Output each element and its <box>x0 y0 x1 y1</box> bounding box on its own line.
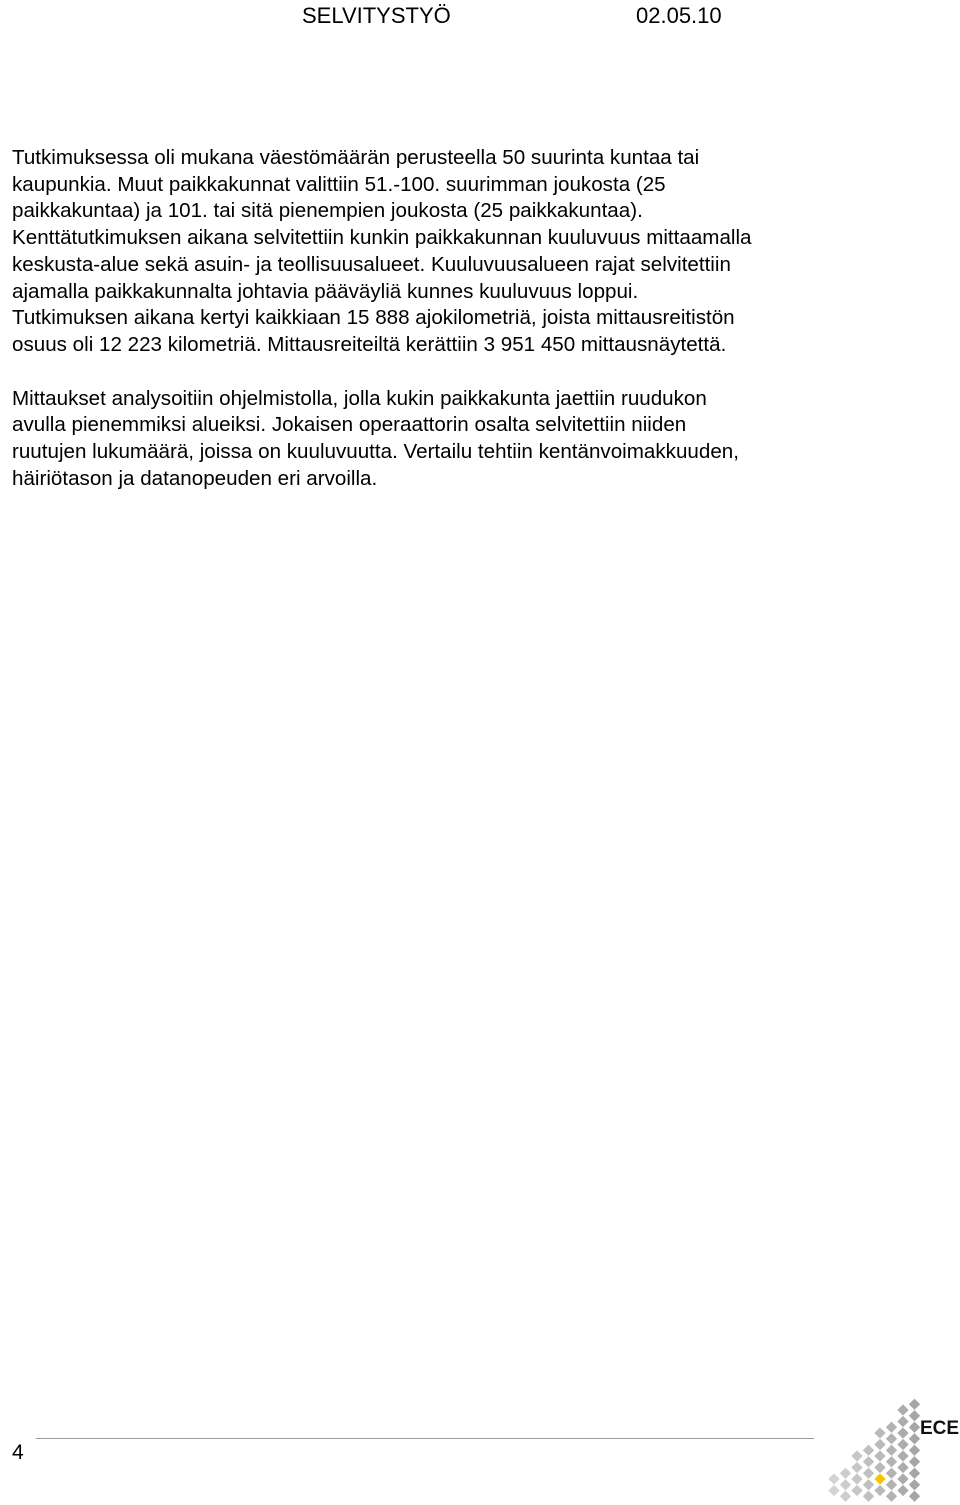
logo-square <box>897 1416 908 1427</box>
logo-square <box>874 1450 885 1461</box>
text-line: kaupunkia. Muut paikkakunnat valittiin 51.-100. suurimman joukosta (25 <box>12 172 666 196</box>
logo-accent-square <box>874 1473 885 1484</box>
text-line: avulla pienemmiksi alueiksi. Jokaisen operaattorin osalta selvitettiin niiden <box>12 413 687 437</box>
text-line: Mittaukset analysoitiin ohjelmistolla, jolla kukin paikkakunta jaettiin ruudukon <box>12 386 707 410</box>
logo-square <box>897 1473 908 1484</box>
logo-square <box>863 1468 874 1479</box>
logo-square <box>909 1410 920 1421</box>
document-date: 02.05.10 <box>636 3 722 28</box>
logo-square <box>840 1491 851 1502</box>
text-line: häiriötason ja datanopeuden eri arvoilla. <box>12 466 378 490</box>
logo-square <box>897 1404 908 1415</box>
logo-square <box>886 1445 897 1456</box>
logo-square <box>886 1479 897 1490</box>
logo-square <box>863 1479 874 1490</box>
logo-square <box>886 1491 897 1502</box>
text-line: ajamalla paikkakunnalta johtavia pääväyliä kunnes kuuluvuus loppui. <box>12 279 639 303</box>
footer-divider <box>36 1438 814 1439</box>
logo-square <box>886 1468 897 1479</box>
ece-logo <box>826 1374 960 1505</box>
text-line: osuus oli 12 223 kilometriä. Mittausreiteiltä kerättiin 3 951 450 mittausnäytettä. <box>12 332 727 356</box>
document-title: SELVITYSTYÖ <box>302 3 451 28</box>
logo-square <box>909 1468 920 1479</box>
logo-square <box>840 1479 851 1490</box>
logo-square <box>874 1485 885 1496</box>
logo-square <box>909 1399 920 1410</box>
logo-square <box>909 1422 920 1433</box>
text-line: paikkakuntaa) ja 101. tai sitä pienempien joukosta (25 paikkakuntaa). <box>12 199 643 223</box>
logo-square <box>863 1491 874 1502</box>
logo-square <box>851 1485 862 1496</box>
logo-square <box>897 1427 908 1438</box>
paragraph <box>12 145 912 359</box>
logo-square <box>897 1450 908 1461</box>
logo-square <box>851 1462 862 1473</box>
paragraph <box>12 386 912 493</box>
logo-square <box>874 1427 885 1438</box>
logo-square <box>874 1439 885 1450</box>
page-number: 4 <box>12 1441 24 1464</box>
body-text <box>12 145 912 492</box>
logo-square-grid <box>828 1399 920 1502</box>
logo-square <box>909 1491 920 1502</box>
text-line: Kenttätutkimuksen aikana selvitettiin kunkin paikkakunnan kuuluvuus mittaamalla <box>12 226 752 250</box>
logo-square <box>897 1439 908 1450</box>
logo-square <box>897 1462 908 1473</box>
logo-square <box>897 1485 908 1496</box>
logo-square <box>851 1473 862 1484</box>
logo-text: ECE <box>920 1418 960 1439</box>
text-line: Tutkimuksessa oli mukana väestömäärän perusteella 50 suurinta kuntaa tai <box>12 146 700 169</box>
text-line: Tutkimuksen aikana kertyi kaikkiaan 15 888 ajokilometriä, joista mittausreitistön <box>12 306 735 330</box>
logo-square <box>909 1479 920 1490</box>
logo-square <box>909 1433 920 1444</box>
logo-square <box>886 1422 897 1433</box>
logo-square <box>874 1462 885 1473</box>
logo-square <box>886 1433 897 1444</box>
logo-square <box>909 1456 920 1467</box>
logo-square <box>828 1485 839 1496</box>
logo-square <box>840 1468 851 1479</box>
logo-square <box>828 1473 839 1484</box>
logo-square <box>863 1445 874 1456</box>
logo-square <box>886 1456 897 1467</box>
logo-square <box>909 1445 920 1456</box>
text-line: ruutujen lukumäärä, joissa on kuuluvuutta. Vertailu tehtiin kentänvoimakkuuden, <box>12 440 739 464</box>
text-line: keskusta-alue sekä asuin- ja teollisuusalueet. Kuuluvuusalueen rajat selvitettiin <box>12 252 731 276</box>
logo-square <box>863 1456 874 1467</box>
logo-square <box>851 1450 862 1461</box>
page-header <box>302 2 722 30</box>
